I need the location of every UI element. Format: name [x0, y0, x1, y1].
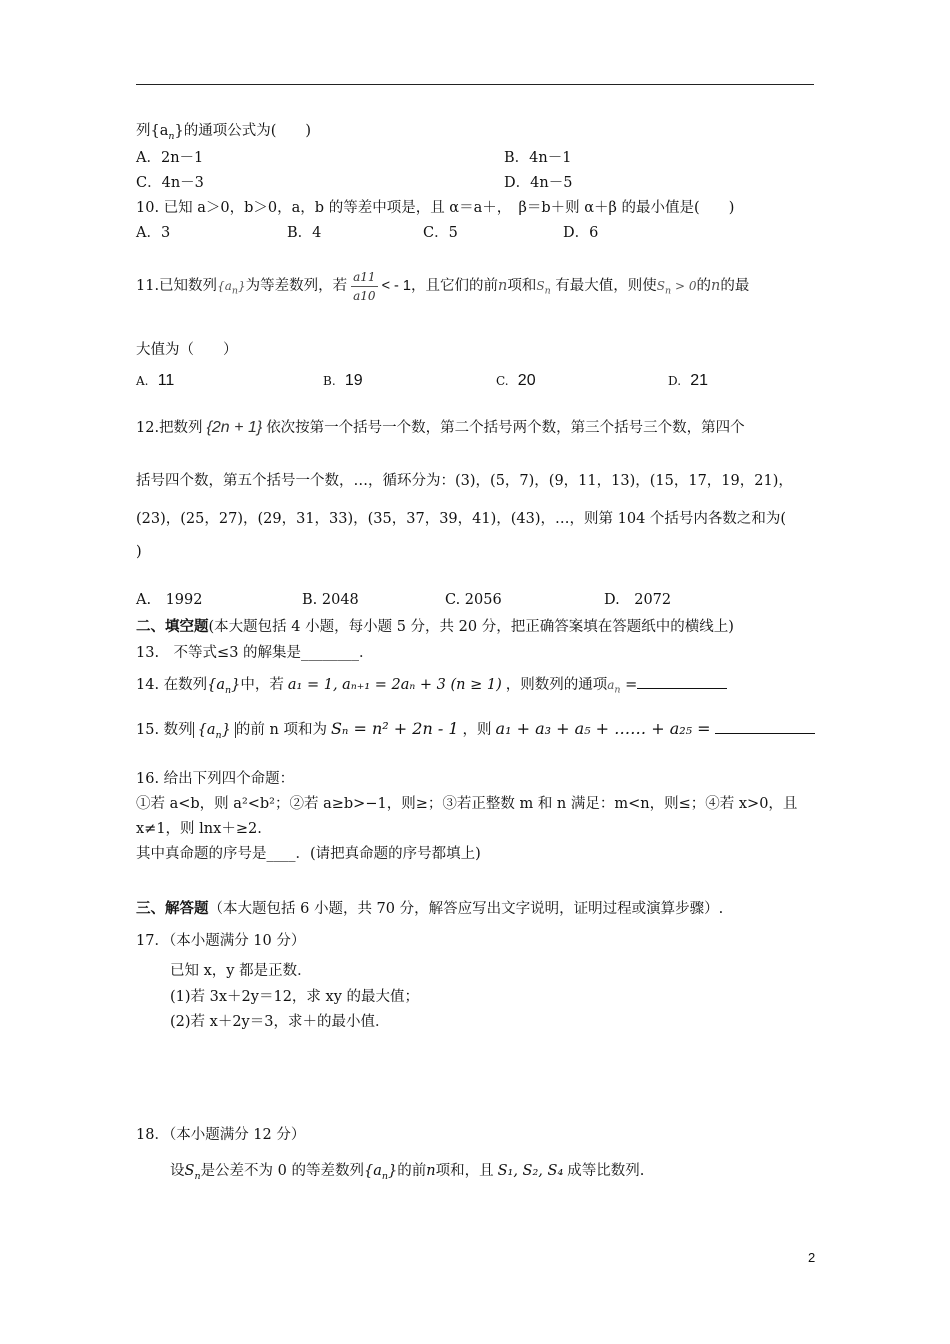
q9-stem: 列$\{a_n\}$的通项公式为( )	[136, 123, 312, 142]
header-rule	[136, 84, 814, 85]
q11-option-d: $^{D.}$ 21	[668, 372, 709, 389]
q9-option-b: B．4n－1	[504, 150, 572, 166]
q16-line1: 16. 给出下列四个命题：	[136, 771, 295, 787]
q9-option-d: D．4n－5	[504, 175, 573, 191]
q10-stem: 10. 已知 a＞0，b＞0，a，b 的等差中项是，且 α＝a＋， β＝b＋则 α＋β 的最小值是( )	[136, 200, 735, 216]
q9-option-c: C．4n－3	[136, 175, 204, 191]
q16-line3: x≠1，则 lnx＋≥2.	[136, 821, 262, 837]
q16-line4: 其中真命题的序号是____．(请把真命题的序号都填上)	[136, 846, 481, 862]
q17-line3: (2)若 x＋2y＝3，求＋的最小值．	[170, 1014, 390, 1030]
q16-line2: ①若 a<b，则 a²<b²；②若 a≥b>−1，则≥；③若正整数 m 和 n 满足：m<n，则≤；④若 x>0，且	[136, 796, 798, 812]
q12-option-a: A. 1992	[136, 592, 203, 608]
q11-option-a: $^{A.}$ 11	[136, 372, 175, 389]
q10-option-b: B．4	[287, 225, 322, 241]
q18-head: 18．（本小题满分 12 分）	[136, 1127, 306, 1143]
q17-head: 17．（本小题满分 10 分）	[136, 933, 306, 949]
q11-fraction: $\frac{a11}{a10}$	[353, 269, 376, 303]
q11-line2: 大值为（ ）	[136, 342, 238, 358]
section2-heading: 二、填空题(本大题包括 4 小题，每小题 5 分，共 20 分，把正确答案填在答题纸中的横线上)	[136, 618, 734, 635]
q11-option-b: $^{B.}$ 19	[323, 372, 363, 389]
q12-option-c: C. 2056	[445, 592, 502, 608]
q12-option-d: D. 2072	[604, 592, 672, 608]
q12-option-b: B. 2048	[302, 592, 359, 608]
q17-line2: (1)若 3x＋2y＝12，求 xy 的最大值；	[170, 989, 420, 1005]
q18-stem: 设$S_n$是公差不为 0 的等差数列$\{a_n\}$的前n项和，且 S₁, S₂, S₄ 成等比数列.	[170, 1163, 645, 1182]
q10-option-a: A．3	[136, 225, 171, 241]
q12-line2: 括号四个数，第五个括号一个数，…，循环分为：(3)，(5，7)，(9，11，13)，(15，17，19，21)，	[136, 473, 793, 489]
q14-answer-blank[interactable]	[637, 672, 727, 689]
q9-option-a: A．2n－1	[136, 150, 204, 166]
page-number: 2	[808, 1250, 816, 1265]
q12-line4: )	[136, 544, 142, 560]
q11-option-c: $^{C.}$ 20	[496, 372, 536, 389]
q17-line1: 已知 x，y 都是正数．	[170, 963, 312, 979]
q10-option-c: C．5	[423, 225, 458, 241]
q15-stem: 15. 数列 $\{a_n\}$ 的前 n 项和为 Sₙ = n² + 2n - 1 ，则 a₁ + a₃ + a₅ + …… + a₂₅ =	[136, 712, 815, 753]
q12-line3: (23)，(25，27)，(29，31，33)，(35，37，39，41)，(43)，…，则第 104 个括号内各数之和为(	[136, 511, 787, 527]
section3-heading: 三、解答题（本大题包括 6 小题，共 70 分，解答应写出文字说明，证明过程或演算步骤）.	[136, 900, 724, 917]
q13-stem: 13. 不等式≤3 的解集是________．	[136, 645, 374, 661]
q15-answer-blank[interactable]	[715, 717, 815, 734]
q14-stem: 14. 在数列$\{a_n\}$中，若 a₁ = 1, aₙ₊₁ = 2aₙ + 3 (n ≥ 1) ，则数列的通项$a_n$ =	[136, 672, 727, 704]
q12-stem: 12.把数列 {2n + 1} 依次按第一个括号一个数，第二个括号两个数，第三个括号三个数，第四个	[136, 419, 745, 436]
q11-stem: 11.已知数列$\{a_n\}$为等差数列，若 $\frac{a11}{a10}$ < - 1，且它们的前n项和$S_n$ 有最大值，则使$S_n > 0$的n的最	[136, 269, 750, 303]
q10-option-d: D．6	[563, 225, 599, 241]
